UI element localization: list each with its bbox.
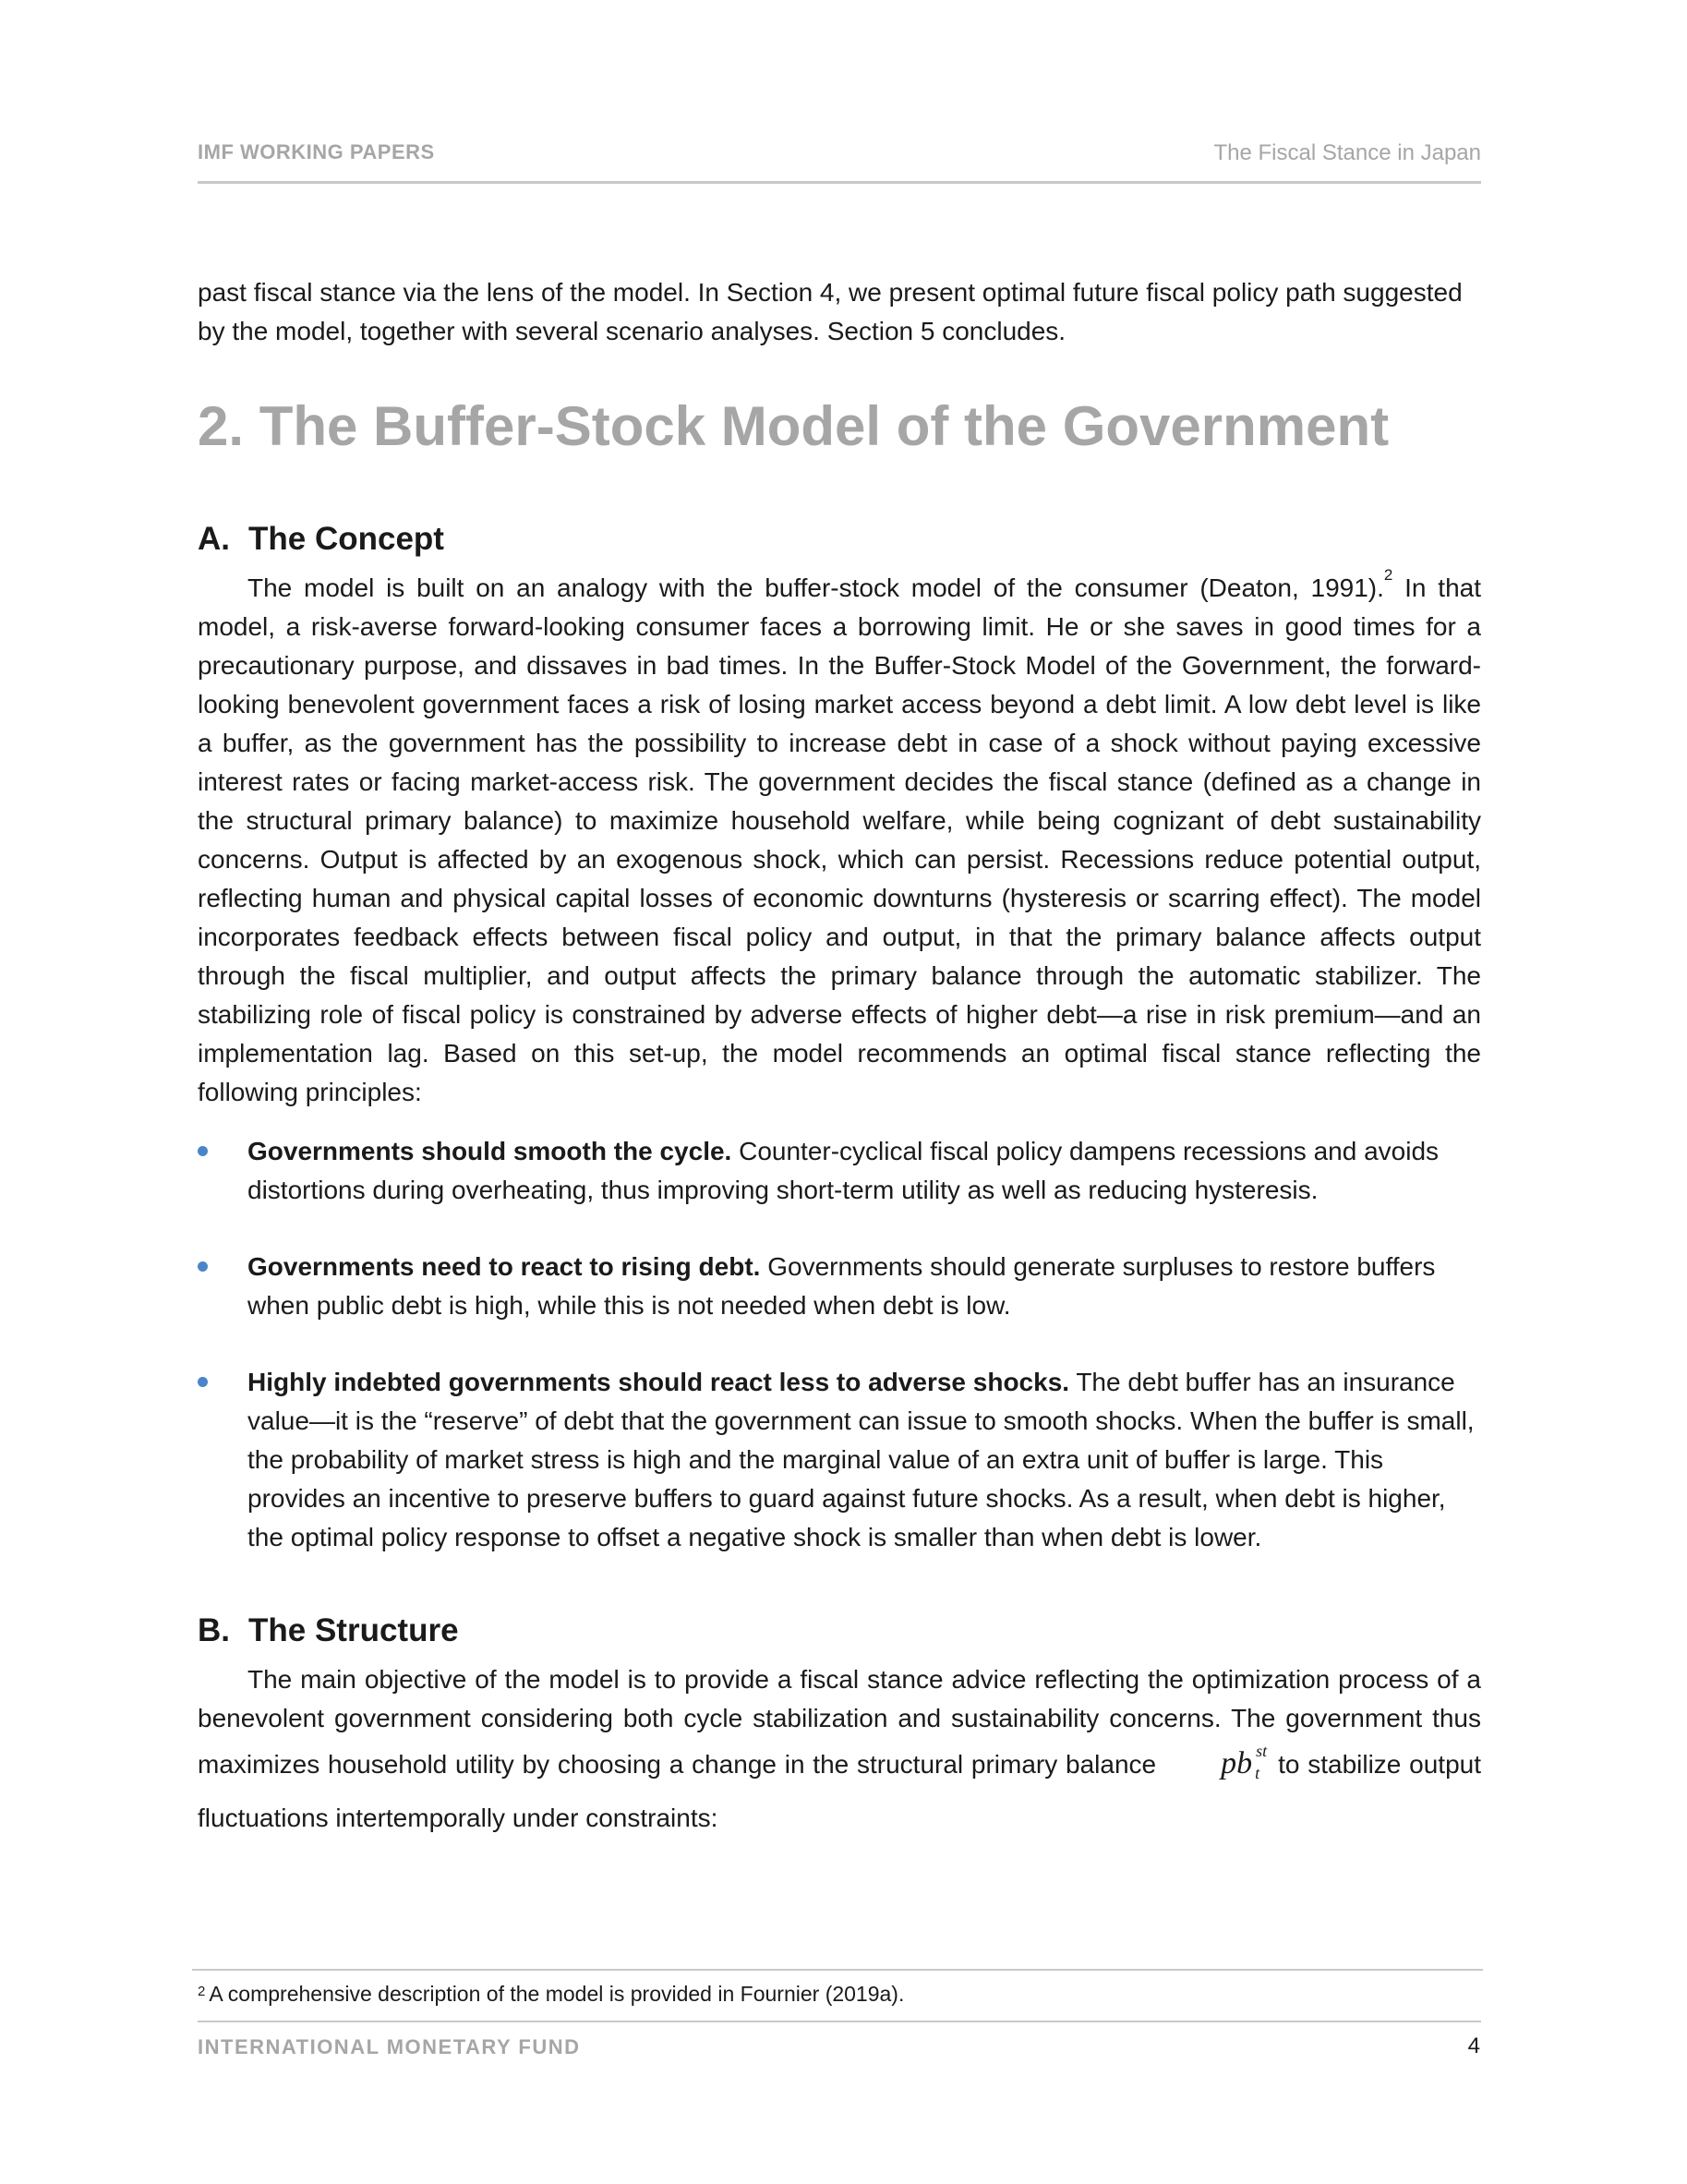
- structure-paragraph: [198, 1660, 1481, 1845]
- principle-text: Counter-cyclical fiscal policy dampens recessions and avoids distortions during overheating, thus improving short-term utility as well as reducing hysteresis.: [247, 1137, 1440, 1204]
- principle-text: The debt buffer has an insurance value—it is the “reserve” of debt that the government can issue to smooth shocks. When the buffer is small, the probability of market stress is high and the marginal value of an extra unit of buffer is large. This provides an incentive to preserve buffers to guard against future shocks. As a result, when debt is higher, the optimal policy response to offset a negative shock is smaller than when debt is lower.: [247, 1368, 1475, 1551]
- intro-paragraph: past fiscal stance via the lens of the model. In Section 4, we present optimal future fiscal policy path suggested by the model, together with several scenario analyses. Section 5 concludes.: [198, 278, 1463, 345]
- subsection-heading-concept: [198, 519, 1481, 560]
- footer-organization: INTERNATIONAL MONETARY FUND: [198, 2035, 581, 2058]
- section-title: 2. The Buffer-Stock Model of the Government: [198, 395, 1390, 457]
- bullet-icon: [198, 1377, 208, 1387]
- running-header: [198, 139, 1481, 184]
- list-item: [198, 1132, 1481, 1210]
- concept-paragraph: [198, 566, 1481, 1112]
- math-symbol-pb: [1171, 1744, 1267, 1783]
- page-number: 4: [1467, 2033, 1480, 2058]
- footnote-text: A comprehensive description of the model is provided in Fournier (2019a).: [209, 1982, 905, 2006]
- subsection-title: The Structure: [248, 1612, 459, 1648]
- math-superscript: st: [1256, 1742, 1268, 1760]
- bullet-icon: [198, 1146, 208, 1156]
- math-subscript: t: [1255, 1764, 1260, 1782]
- principle-lead: Governments should smooth the cycle.: [247, 1137, 732, 1165]
- principle-text: Governments should generate surpluses to restore buffers when public debt is high, while this is not needed when debt is low.: [247, 1252, 1436, 1320]
- principle-lead: Governments need to react to rising debt.: [247, 1252, 761, 1281]
- header-paper-title: The Fiscal Stance in Japan: [1213, 140, 1481, 165]
- footnote: [198, 1980, 904, 2008]
- structure-text-start: The main objective of the model is to provide a fiscal stance advice reflecting the optimization process of a benevolent government considering both cycle stabilization and sustainability concerns. The government thus maximizes household utility by choosing a change in the structural primary balance: [198, 1665, 1481, 1779]
- subsection-title: The Concept: [248, 521, 444, 557]
- subsection-heading-structure: [198, 1611, 1481, 1651]
- footnote-number: 2: [198, 1984, 206, 1999]
- principle-lead: Highly indebted governments should react less to adverse shocks.: [247, 1368, 1070, 1396]
- footnote-divider: [192, 1969, 1483, 1971]
- subsection-letter: B.: [198, 1612, 230, 1648]
- list-item: [198, 1248, 1481, 1325]
- subsection-letter: A.: [198, 521, 230, 557]
- structure-text-end: to stabilize output fluctuations intertemporally under constraints:: [198, 1750, 1481, 1832]
- list-item: [198, 1363, 1481, 1557]
- math-base: pb: [1221, 1746, 1253, 1780]
- concept-text-rest: In that model, a risk-averse forward-looking consumer faces a borrowing limit. He or she saves in good times for a precautionary purpose, and dissaves in bad times. In the Buffer-Stock Model of the Government, the forward-looking benevolent government faces a risk of losing market access beyond a debt limit. A low debt level is like a buffer, as the government has the possibility to increase debt in case of a shock without paying excessive interest rates or facing market-access risk. The government decides the fiscal stance (defined as a change in the structural primary balance) to maximize household welfare, while being cognizant of debt sustainability concerns. Output is affected by an exogenous shock, which can persist. Recessions reduce potential output, reflecting human and physical capital losses of economic downturns (hysteresis or scarring effect). The model incorporates feedback effects between fiscal policy and output, in that the primary balance affects output through the fiscal multiplier, and output affects the primary balance through the automatic stabilizer. The stabilizing role of fiscal policy is constrained by adverse effects of higher debt—a rise in risk premium—and an implementation lag. Based on this set-up, the model recommends an optimal fiscal stance reflecting the following principles:: [198, 573, 1481, 1106]
- header-series-title: IMF WORKING PAPERS: [198, 140, 435, 163]
- bullet-icon: [198, 1261, 208, 1272]
- principles-list: [198, 1132, 1481, 1557]
- footer-divider: [198, 2021, 1481, 2022]
- footnote-reference[interactable]: 2: [1383, 566, 1393, 584]
- concept-text-start: The model is built on an analogy with the buffer-stock model of the consumer (Deaton, 1991).: [247, 573, 1384, 602]
- page-content: [198, 273, 1481, 1845]
